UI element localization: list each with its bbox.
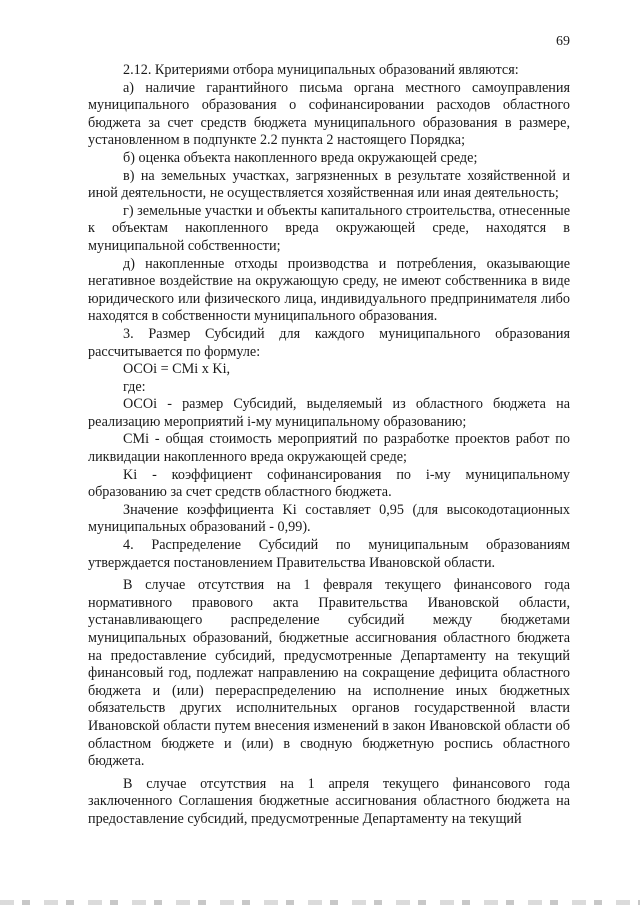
paragraph-criterion-a: а) наличие гарантийного письма органа местного самоуправления муниципального образования о софинансировании расходов областного бюджета за счет средств бюджета муниципального образования в размере, установленном в подпункте 2.2 пункта 2 настоящего Порядка; [88, 79, 570, 149]
scan-edge-decoration [0, 900, 640, 905]
paragraph-april: В случае отсутствия на 1 апреля текущего финансового года заключенного Соглашения бюджетные ассигнования областного бюджета на предоставление субсидий, предусмотренные Департаменту на текущий [88, 775, 570, 827]
paragraph-february: В случае отсутствия на 1 февраля текущего финансового года нормативного правового акта Правительства Ивановской области, устанавливающего распределение субсидий между бюджетами муниципальных образований, бюджетные ассигнования областного бюджета на предоставление субсидий, предусмотренные Департаменту на текущий финансовый год, подлежат направлению на сокращение дефицита областного бюджета и (или) перераспределению на исполнение иных бюджетных обязательств других исполнительных органов государственной власти Ивановской области путем внесения изменений в закон Ивановской области об областном бюджете и (или) в сводную бюджетную роспись областного бюджета. [88, 577, 570, 770]
definition-oso: ОСОi - размер Субсидий, выделяемый из областного бюджета на реализацию мероприятий i-му муниципальному образованию; [88, 396, 570, 430]
paragraph-criterion-v: в) на земельных участках, загрязненных в результате хозяйственной и иной деятельности, не осуществляется хозяйственная или иная деятельность; [88, 167, 570, 202]
definition-k: Ki - коэффициент софинансирования по i-му муниципальному образованию за счет средств областного бюджета. [88, 466, 570, 501]
document-body [88, 62, 570, 829]
paragraph-section-3: 3. Размер Субсидий для каждого муниципального образования рассчитывается по формуле: [88, 325, 570, 360]
coefficient-value: Значение коэффициента Ki составляет 0,95 (для высокодотационных муниципальных образований - 0,99). [88, 501, 570, 536]
paragraph-section-4: 4. Распределение Субсидий по муниципальным образованиям утверждается постановлением Правительства Ивановской области. [88, 537, 570, 571]
formula-where: где: [123, 378, 146, 395]
formula: ОСОi = СМi x Ki, [123, 361, 231, 378]
paragraph-criterion-d: д) накопленные отходы производства и потребления, оказывающие негативное воздействие на окружающую среду, не имеют собственника в виде юридического или физического лица, индивидуального предпринимателя либо находятся в собственности муниципального образования. [88, 255, 570, 325]
paragraph-criterion-b: б) оценка объекта накопленного вреда окружающей среде; [123, 149, 478, 166]
page-number: 69 [556, 34, 570, 49]
paragraph-criterion-g: г) земельные участки и объекты капитального строительства, отнесенные к объектам накопленного вреда окружающей среде, находятся в муниципальной собственности; [88, 202, 570, 254]
paragraph-criteria-heading: 2.12. Критериями отбора муниципальных образований являются: [123, 62, 519, 78]
definition-cm: СМi - общая стоимость мероприятий по разработке проектов работ по ликвидации накопленного вреда окружающей среде; [88, 431, 570, 466]
